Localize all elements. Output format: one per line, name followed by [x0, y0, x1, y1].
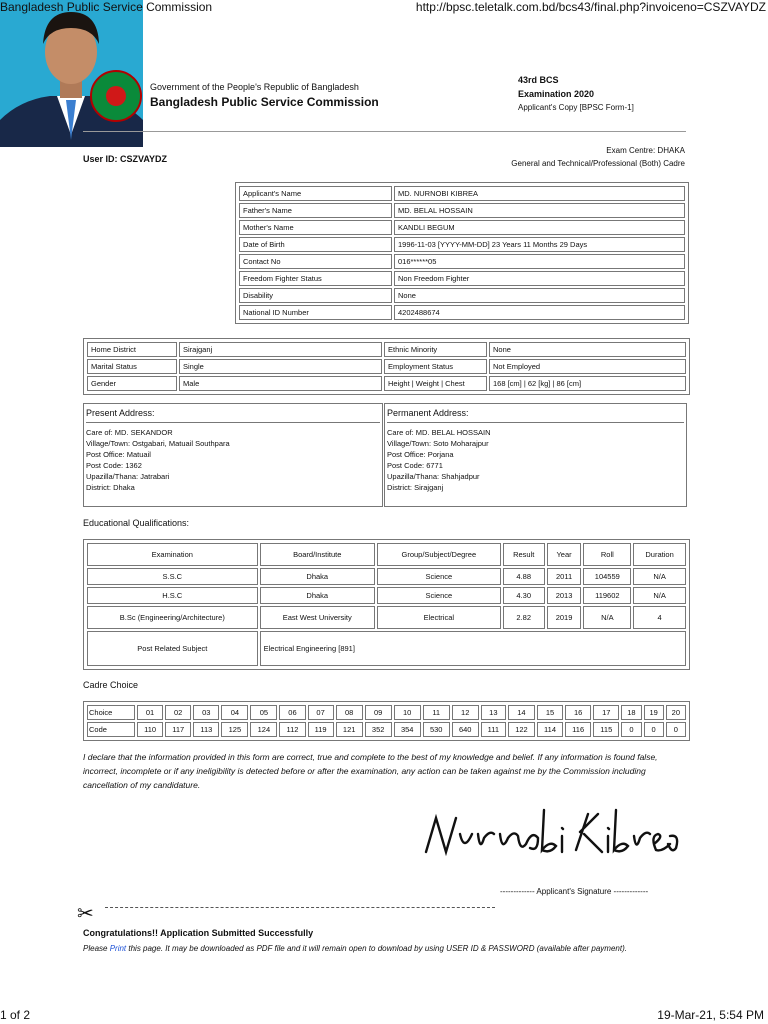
table-cell: 104559 [583, 568, 631, 585]
cadre-choice-number: 11 [423, 705, 450, 720]
page-count: 1 of 2 [0, 1008, 31, 1022]
table-row [87, 631, 686, 666]
field-label: Employment Status [384, 359, 487, 374]
exam-year: Examination 2020 [518, 89, 595, 99]
cadre-code: 110 [137, 722, 163, 737]
cadre-code: 125 [221, 722, 248, 737]
field-label: Gender [87, 376, 177, 391]
exam-centre: Exam Centre: DHAKA [606, 146, 685, 155]
table-cell: N/A [633, 587, 686, 604]
table-cell: 2013 [547, 587, 582, 604]
cadre-choice-number: 12 [452, 705, 479, 720]
print-datetime: 19-Mar-21, 5:54 PM [657, 1008, 764, 1022]
table-cell: Electrical [377, 606, 501, 629]
table-cell: 4.88 [503, 568, 545, 585]
table-cell: S.S.C [87, 568, 258, 585]
user-id: User ID: CSZVAYDZ [83, 154, 168, 164]
column-header: Board/Institute [260, 543, 375, 566]
print-instruction-start: Please [83, 944, 110, 953]
cadre-choice-number: 07 [308, 705, 334, 720]
field-value: MD. BELAL HOSSAIN [394, 203, 685, 218]
column-header: Duration [633, 543, 686, 566]
address-line: Post Code: 6771 [387, 461, 443, 470]
address-line: Upazilla/Thana: Shahjadpur [387, 472, 480, 481]
address-line: Village/Town: Soto Moharajpur [387, 439, 489, 448]
print-instructions [83, 942, 686, 955]
cadre-code: 0 [644, 722, 664, 737]
field-label: Applicant's Name [239, 186, 392, 201]
table-cell: 119602 [583, 587, 631, 604]
cadre-code: 115 [593, 722, 619, 737]
field-value: None [489, 342, 686, 357]
table-row [87, 568, 686, 585]
field-value: 4202488674 [394, 305, 685, 320]
table-cell: Science [377, 568, 501, 585]
cadre-code: 112 [279, 722, 305, 737]
cadre-choice-number: 02 [165, 705, 191, 720]
field-label: Father's Name [239, 203, 392, 218]
cadre-code: 354 [394, 722, 421, 737]
table-row [87, 342, 686, 357]
address-line: Post Office: Porjana [387, 450, 454, 459]
applicant-signature [420, 800, 680, 879]
header-divider [83, 131, 686, 132]
table-row [87, 587, 686, 604]
address-line: Post Office: Matuail [86, 450, 151, 459]
post-subject-value: Electrical Engineering [891] [260, 631, 686, 666]
column-header: Year [547, 543, 582, 566]
cadre-choice-number: 13 [481, 705, 506, 720]
field-label: Ethnic Minority [384, 342, 487, 357]
education-title: Educational Qualifications: [83, 518, 190, 528]
field-value: Single [179, 359, 382, 374]
cadre-table [83, 701, 690, 741]
present-address-title: Present Address: [86, 408, 380, 423]
table-row [87, 376, 686, 391]
cadre-choice-number: 17 [593, 705, 619, 720]
bpsc-logo [90, 70, 142, 122]
cadre-choice-number: 18 [621, 705, 641, 720]
field-value: 016******05 [394, 254, 685, 269]
column-header: Examination [87, 543, 258, 566]
table-row [239, 186, 685, 201]
exam-info [511, 146, 685, 168]
govt-title: Government of the People's Republic of Bangladesh [150, 82, 359, 92]
address-line: Upazilla/Thana: Jatrabari [86, 472, 170, 481]
cadre-choice-number: 05 [250, 705, 277, 720]
table-cell: N/A [633, 568, 686, 585]
address-line: Village/Town: Ostgabari, Matuail Southpara [86, 439, 230, 448]
field-value: 168 [cm] | 62 [kg] | 86 [cm] [489, 376, 686, 391]
field-label: Home District [87, 342, 177, 357]
cadre-code: 119 [308, 722, 334, 737]
field-label: Contact No [239, 254, 392, 269]
scissors-icon: ✂ [77, 903, 94, 925]
cadre-code: 0 [621, 722, 641, 737]
table-cell: Dhaka [260, 587, 375, 604]
address-line: District: Dhaka [86, 483, 135, 492]
cadre-code: 121 [336, 722, 363, 737]
field-value: Non Freedom Fighter [394, 271, 685, 286]
cadre-code: 116 [565, 722, 591, 737]
table-row [239, 237, 685, 252]
table-cell: 4 [633, 606, 686, 629]
table-cell: 4.30 [503, 587, 545, 604]
table-row [239, 220, 685, 235]
cadre-choice-number: 08 [336, 705, 363, 720]
signature-label: ------------- Applicant's Signature ------------- [500, 887, 649, 896]
permanent-address-box [384, 403, 687, 507]
table-cell: 2019 [547, 606, 582, 629]
cadre-choice-number: 06 [279, 705, 305, 720]
table-row [239, 305, 685, 320]
column-header: Roll [583, 543, 631, 566]
table-cell: N/A [583, 606, 631, 629]
field-label: Marital Status [87, 359, 177, 374]
field-value: KANDLI BEGUM [394, 220, 685, 235]
org-title: Bangladesh Public Service Commission [150, 95, 379, 109]
field-value: 1996-11-03 [YYYY-MM-DD] 23 Years 11 Months 29 Days [394, 237, 685, 252]
table-cell: H.S.C [87, 587, 258, 604]
table-cell: Dhaka [260, 568, 375, 585]
cadre-code: 0 [666, 722, 686, 737]
cadre-code: 111 [481, 722, 506, 737]
print-instruction-end: this page. It may be downloaded as PDF file and it will remain open to download by using USER ID & PASSWORD (available after payment). [126, 944, 627, 953]
address-line: Care of: MD. BELAL HOSSAIN [387, 428, 491, 437]
field-value: None [394, 288, 685, 303]
field-label: Mother's Name [239, 220, 392, 235]
cadre-title: Cadre Choice [83, 680, 139, 690]
field-value: Male [179, 376, 382, 391]
cadre-type: General and Technical/Professional (Both) Cadre [511, 159, 685, 168]
cadre-choice-number: 10 [394, 705, 421, 720]
cadre-choice-number: 04 [221, 705, 248, 720]
cadre-choice-number: 15 [537, 705, 563, 720]
cadre-choice-number: 20 [666, 705, 686, 720]
table-row [239, 203, 685, 218]
misc-info-table [83, 338, 690, 395]
table-cell: B.Sc (Engineering/Architecture) [87, 606, 258, 629]
cadre-code: 640 [452, 722, 479, 737]
table-row [87, 359, 686, 374]
personal-info-table [235, 182, 689, 324]
field-value: Not Employed [489, 359, 686, 374]
table-row [239, 288, 685, 303]
table-row [239, 254, 685, 269]
cadre-code: 352 [365, 722, 392, 737]
table-cell: 2011 [547, 568, 582, 585]
exam-code: 43rd BCS [518, 75, 559, 85]
cadre-code: 122 [508, 722, 535, 737]
column-header: Result [503, 543, 545, 566]
copy-label: Applicant's Copy [BPSC Form-1] [518, 103, 634, 112]
cadre-choice-number: 16 [565, 705, 591, 720]
cadre-code: 117 [165, 722, 191, 737]
education-table [83, 539, 690, 670]
cadre-choice-number: 09 [365, 705, 392, 720]
column-header: Group/Subject/Degree [377, 543, 501, 566]
table-row [87, 606, 686, 629]
cadre-code: 124 [250, 722, 277, 737]
address-line: Care of: MD. SEKANDOR [86, 428, 173, 437]
declaration-text: I declare that the information provided in this form are correct, true and complete to the best of my knowledge and belief. If any information is found false, incorrect, incomplete or if any ineligibility is detected before or after the examination, any action can be taken against me by the Commission including cancellation of my candidature. [83, 752, 658, 790]
field-label: National ID Number [239, 305, 392, 320]
address-line: Post Code: 1362 [86, 461, 142, 470]
field-label: Height | Weight | Chest [384, 376, 487, 391]
table-cell: East West University [260, 606, 375, 629]
success-message: Congratulations!! Application Submitted Successfully [83, 928, 314, 938]
field-label: Disability [239, 288, 392, 303]
browser-page-title: Bangladesh Public Service Commission [0, 0, 213, 14]
post-subject-label: Post Related Subject [87, 631, 258, 666]
table-row [239, 271, 685, 286]
cadre-code: 114 [537, 722, 563, 737]
table-cell: Science [377, 587, 501, 604]
print-link[interactable]: Print [109, 944, 127, 953]
present-address-box [83, 403, 383, 507]
field-label: Date of Birth [239, 237, 392, 252]
cadre-choice-number: 14 [508, 705, 535, 720]
address-line: District: Sirajganj [387, 483, 444, 492]
table-cell: 2.82 [503, 606, 545, 629]
permanent-address-title: Permanent Address: [387, 408, 684, 423]
cadre-choice-number: 01 [137, 705, 163, 720]
cut-line [105, 907, 495, 908]
field-value: Sirajganj [179, 342, 382, 357]
cadre-choice-number: 03 [193, 705, 219, 720]
field-label: Freedom Fighter Status [239, 271, 392, 286]
cadre-row-label: Choice [87, 705, 135, 720]
cadre-row-label: Code [87, 722, 135, 737]
cadre-code: 113 [193, 722, 219, 737]
cadre-choice-number: 19 [644, 705, 664, 720]
field-value: MD. NURNOBI KIBREA [394, 186, 685, 201]
browser-url: http://bpsc.teletalk.com.bd/bcs43/final.php?invoiceno=CSZVAYDZ [415, 0, 766, 14]
cadre-code: 530 [423, 722, 450, 737]
